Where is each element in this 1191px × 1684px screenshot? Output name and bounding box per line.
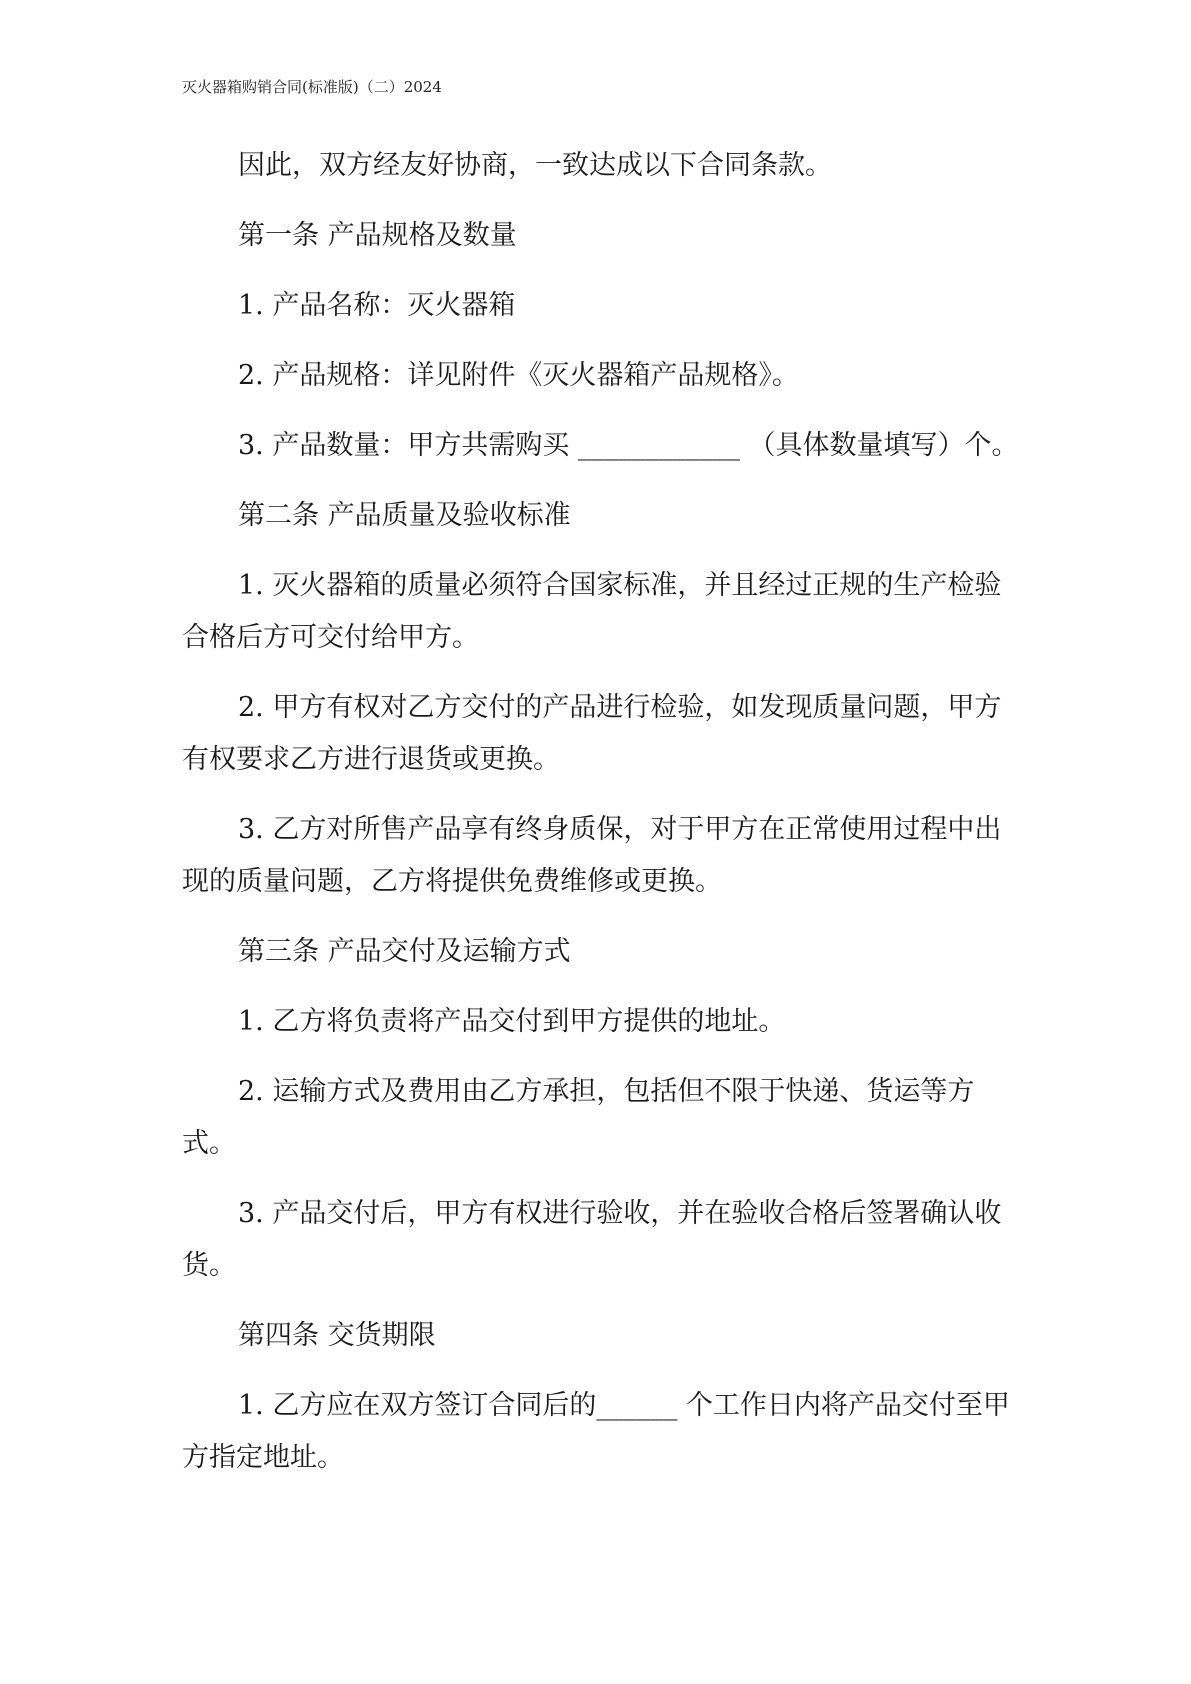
article-2-item-3: 3. 乙方对所售产品享有终身质保，对于甲方在正常使用过程中出现的质量问题，乙方将提供免费维修或更换。 [182, 814, 1002, 897]
article-3-item-2: 2. 运输方式及费用由乙方承担，包括但不限于快递、货运等方式。 [182, 1076, 975, 1159]
intro-paragraph: 因此，双方经友好协商，一致达成以下合同条款。 [238, 150, 832, 181]
article-1-heading: 第一条 产品规格及数量 [238, 220, 517, 251]
article-1-item-3: 3. 产品数量：甲方共需购买 ____________ （具体数量填写）个。 [238, 430, 1019, 461]
article-3-item-3: 3. 产品交付后，甲方有权进行验收，并在验收合格后签署确认收货。 [182, 1198, 1002, 1281]
article-1-item-1: 1. 产品名称：灭火器箱 [238, 290, 516, 321]
article-3-heading: 第三条 产品交付及运输方式 [238, 936, 571, 967]
article-1-item-2: 2. 产品规格：详见附件《灭火器箱产品规格》。 [238, 360, 799, 391]
article-2-item-1: 1. 灭火器箱的质量必须符合国家标准，并且经过正规的生产检验合格后方可交付给甲方。 [182, 570, 1002, 653]
article-4-heading: 第四条 交货期限 [238, 1320, 436, 1351]
article-2-item-2: 2. 甲方有权对乙方交付的产品进行检验，如发现质量问题，甲方有权要求乙方进行退货或更换。 [182, 692, 1002, 775]
page-header: 灭火器箱购销合同(标准版)（二）2024 [182, 78, 442, 96]
article-3-item-1: 1. 乙方将负责将产品交付到甲方提供的地址。 [238, 1006, 786, 1037]
article-2-heading: 第二条 产品质量及验收标准 [238, 500, 571, 531]
contract-body [182, 140, 1020, 1502]
article-4-item-1: 1. 乙方应在双方签订合同后的______ 个工作日内将产品交付至甲方指定地址。 [182, 1390, 1010, 1473]
